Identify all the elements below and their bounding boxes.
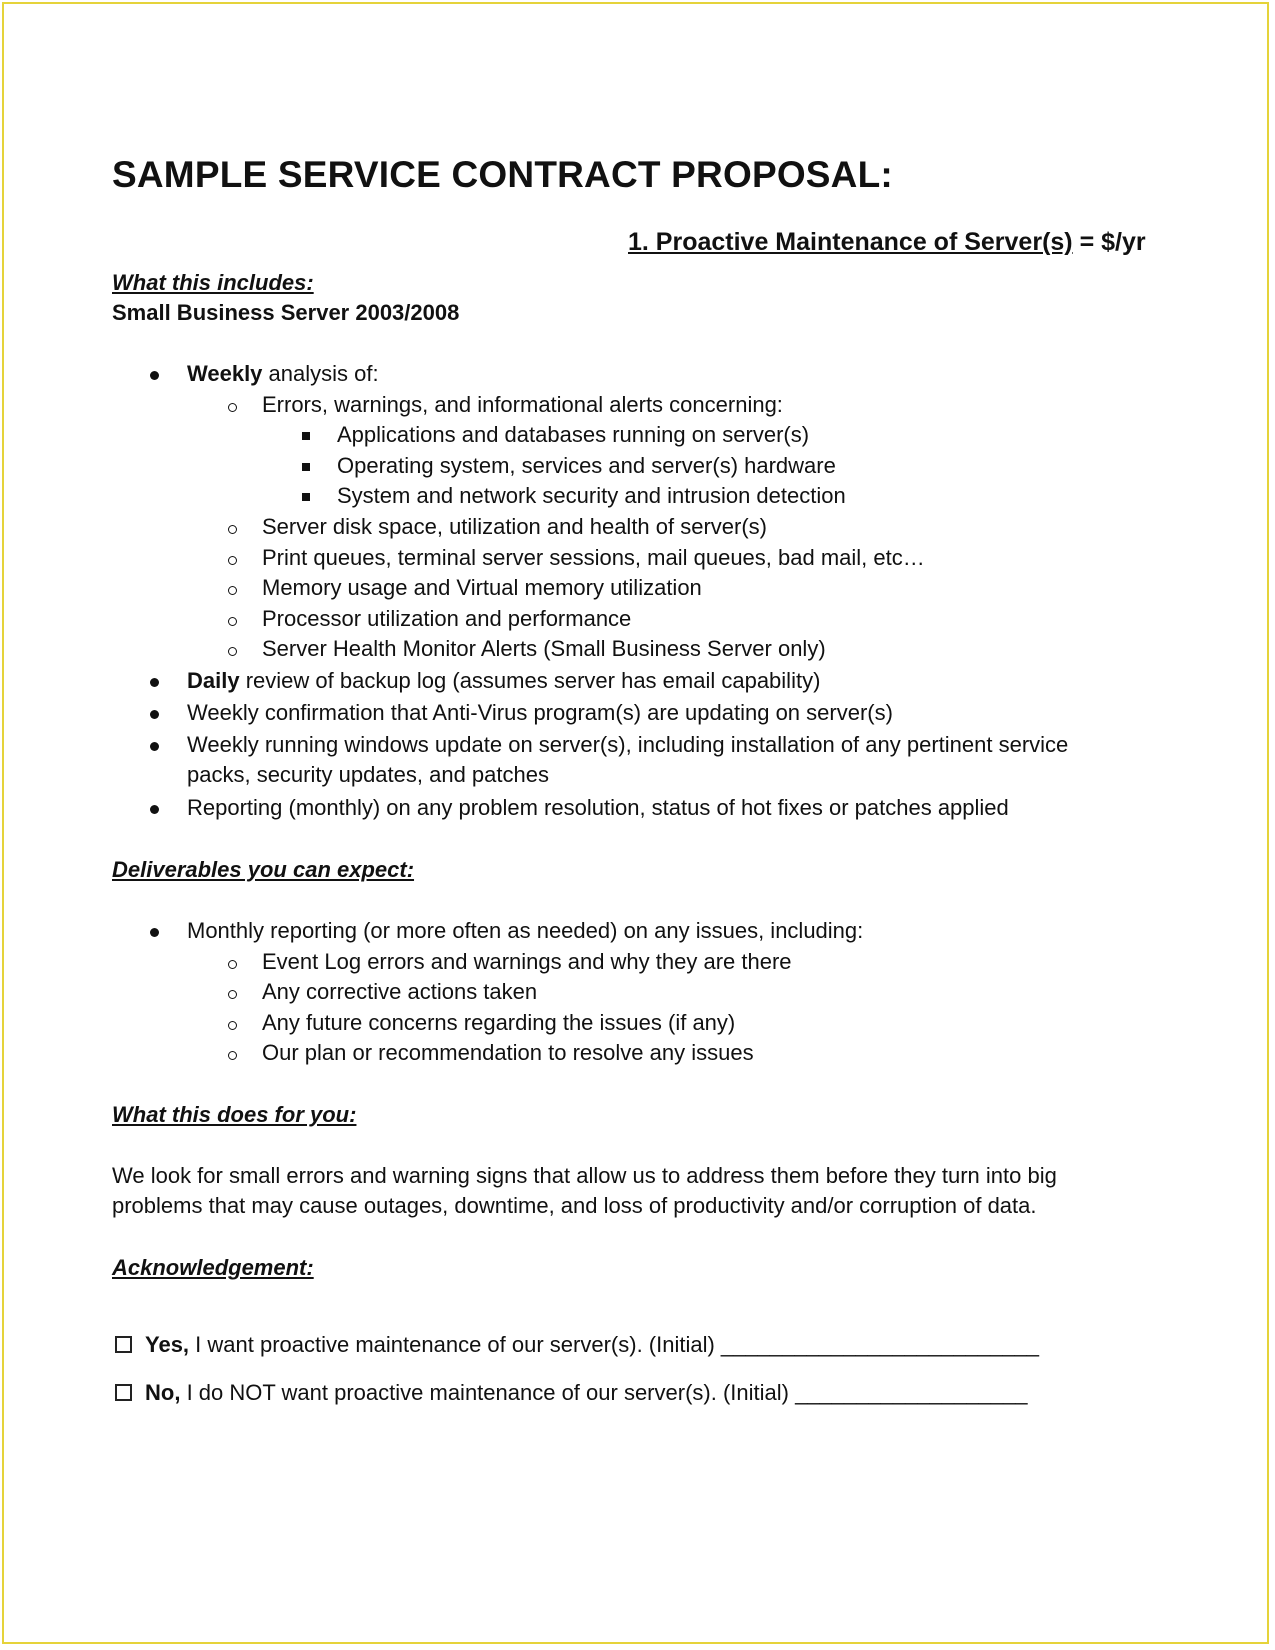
square-bullet-icon [302, 493, 310, 501]
weekly-subitem: Server Health Monitor Alerts (Small Business Server only) [262, 636, 826, 661]
circle-bullet-icon [228, 647, 237, 656]
section-subtitle [628, 228, 1146, 257]
yes-option-label: Yes, I want proactive maintenance of our server(s). (Initial) __________________________ [145, 1332, 1040, 1357]
errors-item: Errors, warnings, and informational alerts concerning: [262, 392, 783, 417]
deliverables-subitem: Any corrective actions taken [262, 979, 538, 1004]
weekly-subitem: Memory usage and Virtual memory utilization [262, 575, 702, 600]
does-for-you-heading: What this does for you: [112, 1102, 357, 1127]
circle-bullet-icon [228, 617, 237, 626]
deliverables-main-item: Monthly reporting (or more often as needed) on any issues, including: [187, 918, 864, 943]
square-bullet-icon [302, 463, 310, 471]
errors-subitem: Operating system, services and server(s) hardware [337, 453, 836, 478]
circle-bullet-icon [228, 990, 237, 999]
errors-subitem: System and network security and intrusion detection [337, 483, 846, 508]
weekly-subitem: Server disk space, utilization and health of server(s) [262, 514, 768, 539]
deliverables-subitem: Our plan or recommendation to resolve any issues [262, 1040, 754, 1065]
subtitle-underlined: 1. Proactive Maintenance of Server(s) [628, 228, 1073, 256]
does-for-you-line1: We look for small errors and warning signs that allow us to address them before they turn into big [112, 1163, 1057, 1188]
bullet-icon [150, 742, 159, 751]
square-bullet-icon [302, 432, 310, 440]
bullet-icon [150, 710, 159, 719]
circle-bullet-icon [228, 960, 237, 969]
weekly-subitem: Print queues, terminal server sessions, mail queues, bad mail, etc… [262, 545, 925, 570]
deliverables-subitem: Event Log errors and warnings and why they are there [262, 949, 792, 974]
circle-bullet-icon [228, 556, 237, 565]
windows-update-item: Weekly running windows update on server(s), including installation of any pertinent service [187, 732, 1069, 757]
weekly-subitem: Processor utilization and performance [262, 606, 632, 631]
daily-review-item: Daily review of backup log (assumes server has email capability) [187, 668, 821, 693]
subtitle-price: = $/yr [1072, 228, 1146, 256]
deliverables-heading: Deliverables you can expect: [112, 857, 415, 882]
page-title: SAMPLE SERVICE CONTRACT PROPOSAL: [112, 154, 893, 195]
circle-bullet-icon [228, 1021, 237, 1030]
windows-update-item-cont: packs, security updates, and patches [187, 762, 549, 787]
circle-bullet-icon [228, 1051, 237, 1060]
includes-heading: What this includes: [112, 270, 314, 295]
bullet-icon [150, 928, 159, 937]
acknowledgement-heading: Acknowledgement: [112, 1255, 314, 1280]
reporting-item: Reporting (monthly) on any problem resolution, status of hot fixes or patches applied [187, 795, 1009, 820]
errors-subitem: Applications and databases running on server(s) [337, 422, 810, 447]
product-line: Small Business Server 2003/2008 [112, 300, 460, 325]
antivirus-item: Weekly confirmation that Anti-Virus program(s) are updating on server(s) [187, 700, 893, 725]
does-for-you-line2: problems that may cause outages, downtime, and loss of productivity and/or corruption of data. [112, 1193, 1037, 1218]
no-option-label: No, I do NOT want proactive maintenance of our server(s). (Initial) ___________________ [145, 1380, 1028, 1405]
deliverables-subitem: Any future concerns regarding the issues (if any) [262, 1010, 736, 1035]
bullet-icon [150, 371, 159, 380]
no-checkbox[interactable] [115, 1384, 132, 1401]
circle-bullet-icon [228, 586, 237, 595]
bullet-icon [150, 678, 159, 687]
circle-bullet-icon [228, 403, 237, 412]
weekly-analysis-item: Weekly analysis of: [187, 361, 379, 386]
bullet-icon [150, 805, 159, 814]
circle-bullet-icon [228, 525, 237, 534]
yes-checkbox[interactable] [115, 1336, 132, 1353]
